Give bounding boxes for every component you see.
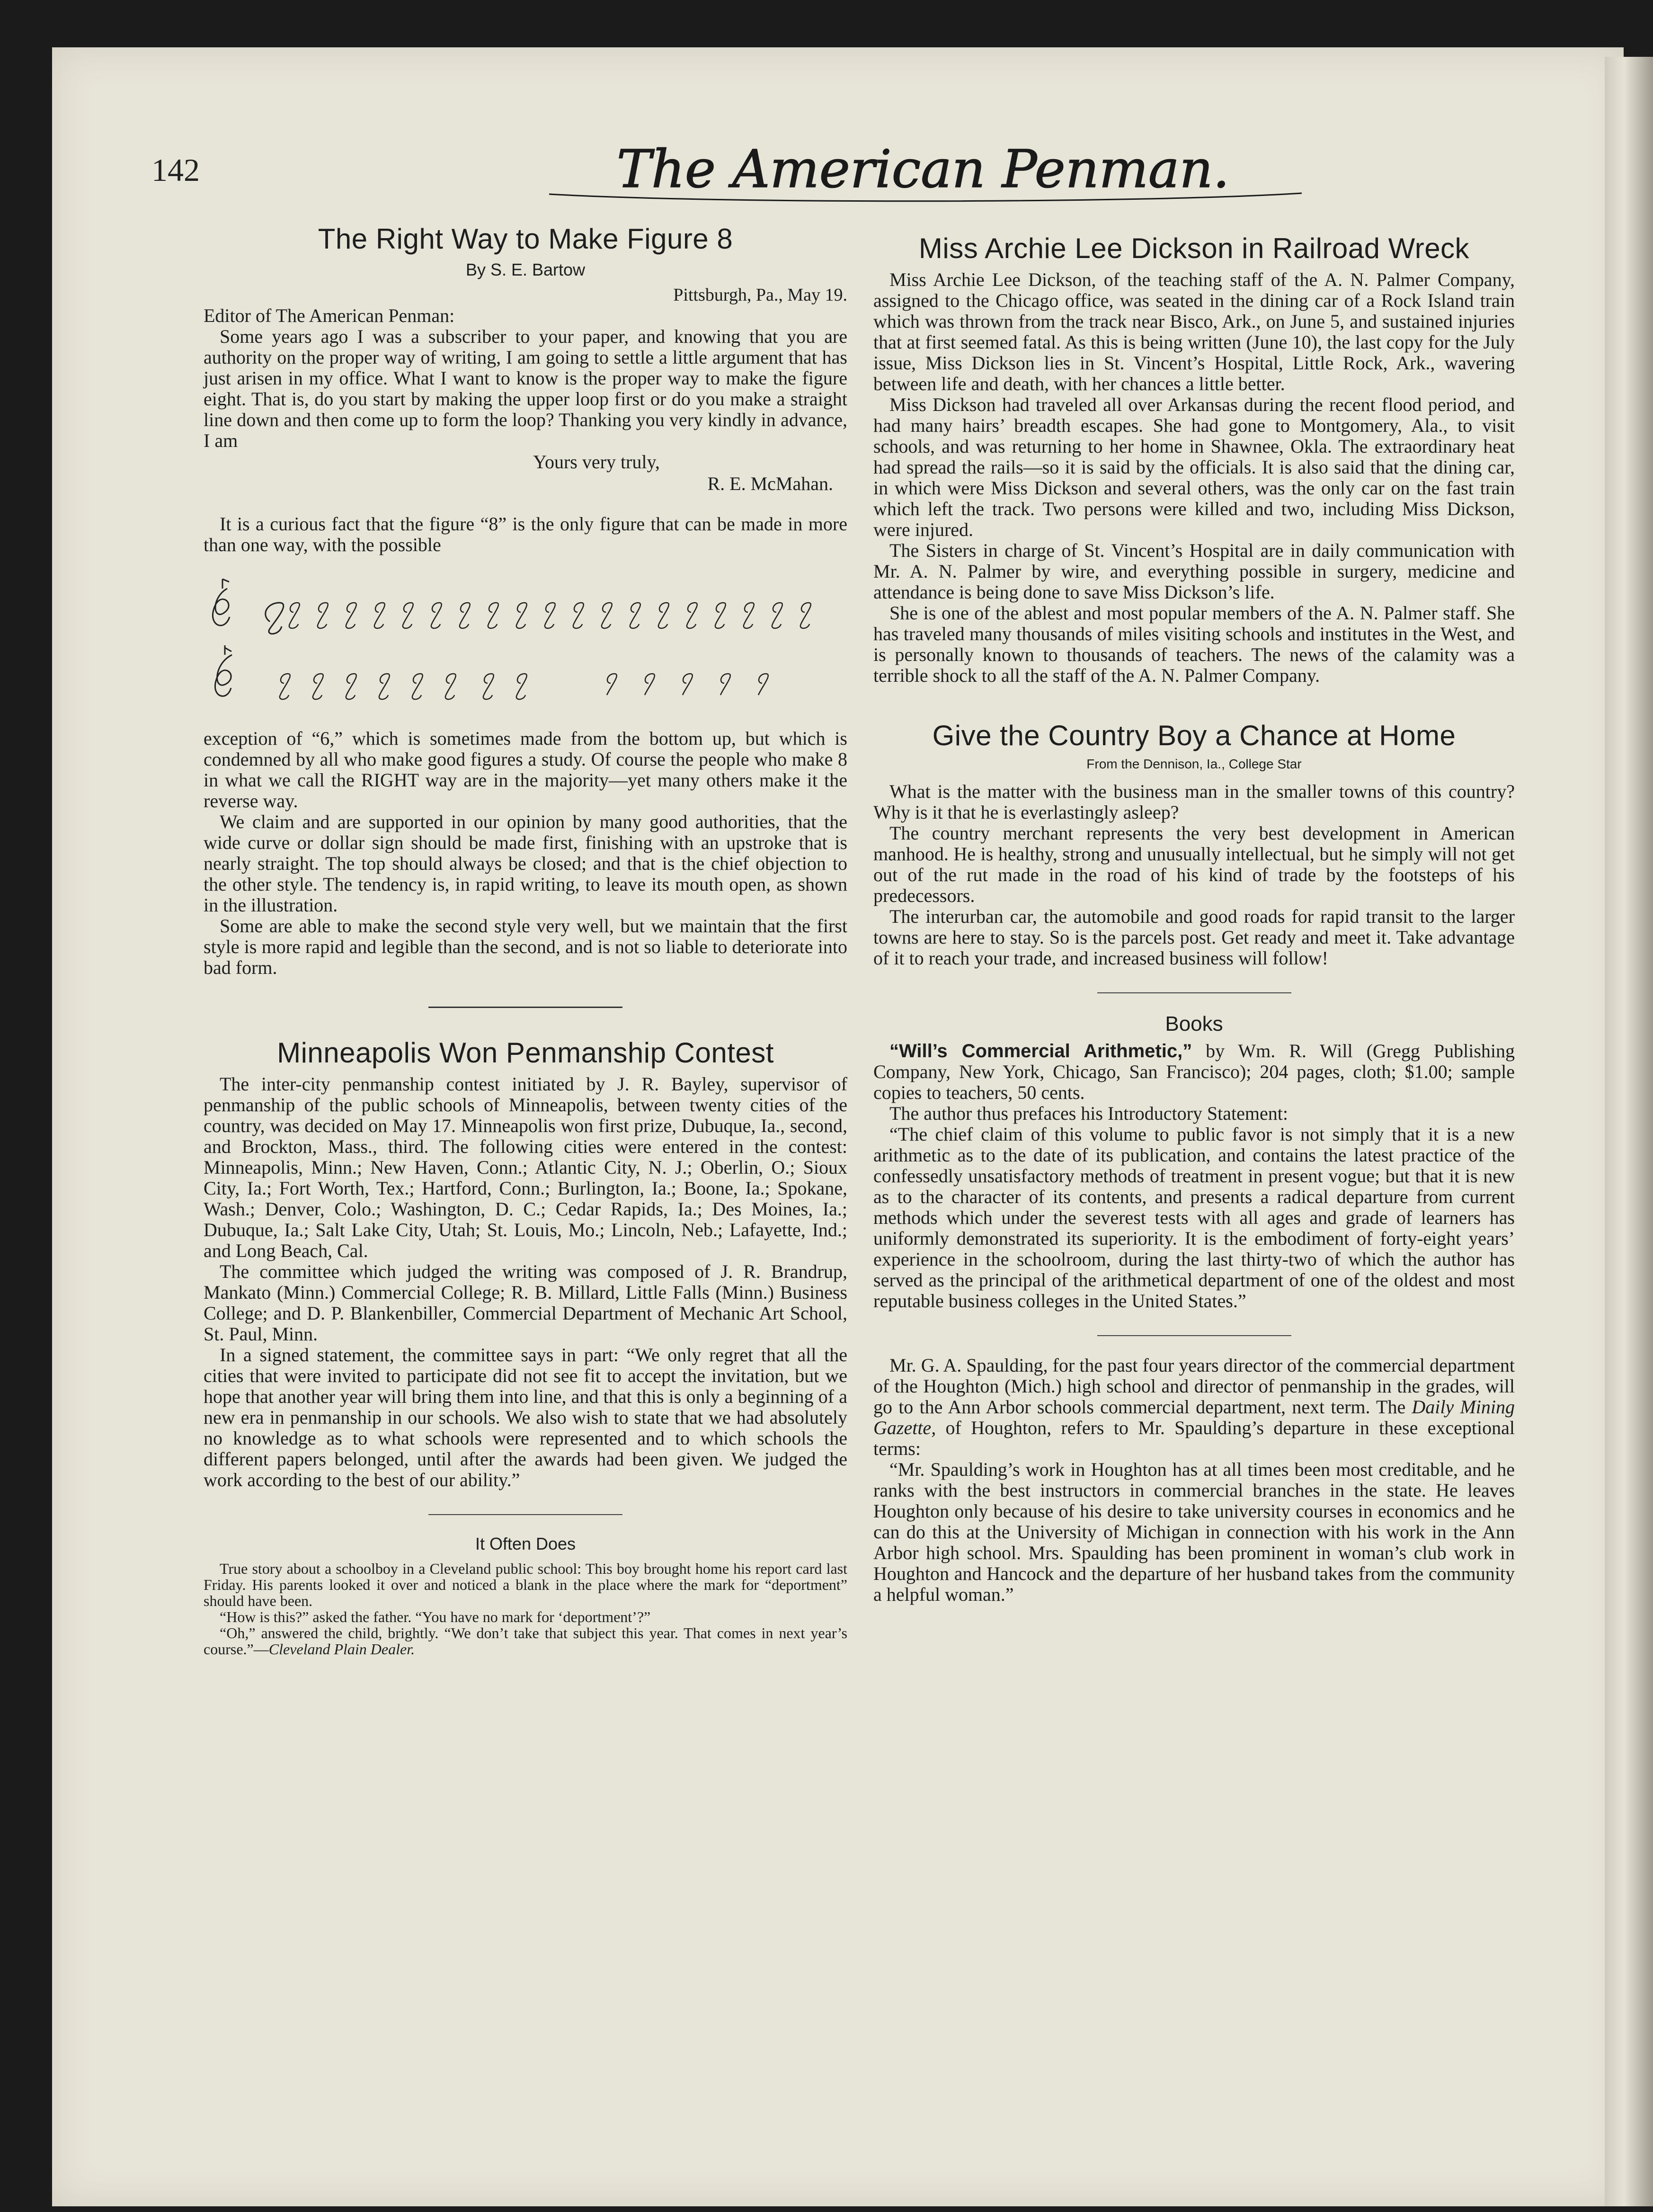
paragraph: True story about a schoolboy in a Cleveland public school: This boy brought home his report card last Friday. His parents looked it over and noticed a blank in the place where the mark for “deportment” should have been. [204,1560,847,1609]
article-source: From the Dennison, Ia., College Star [1086,757,1302,771]
paragraph: In a signed statement, the committee says in part: “We only regret that all the cities that were invited to participate did not see fit to accept the invitation, but we hope that another year will bring them into line, and that this is only a beginning of a new era in penmanship in our schools. We also wish to state that we had absolutely no knowledge as to what schools were represented and to which schools the different papers belonged, until after the awards had been given. We judged the work according to the best of our ability.” [204,1344,847,1490]
left-column [204,223,847,1657]
quote-text: “Oh,” answered the child, brightly. “We don’t take that subject this year. That comes in next year’s course.”— [204,1624,847,1658]
paragraph: “How is this?” asked the father. “You have no mark for ‘deportment’?” [220,1608,651,1625]
paragraph: The committee which judged the writing was composed of J. R. Brandrup, Mankato (Minn.) Commercial College; R. B. Millard, Little Falls (Minn.) Business College; and D. P. Blankenbiller, Commercial Department of Mechanic Art School, St. Paul, Minn. [204,1261,847,1345]
article-title-country-boy: Give the Country Boy a Chance at Home [932,720,1456,751]
byline: By S. E. Bartow [465,260,586,279]
article-title-dickson: Miss Archie Lee Dickson in Railroad Wreck [918,232,1470,264]
dateline: Pittsburgh, Pa., May 19. [673,285,847,305]
salutation: Editor of The American Penman: [204,305,455,326]
paragraph: Miss Archie Lee Dickson, of the teaching staff of the A. N. Palmer Company, assigned to the Chicago office, was seated in the dining car of a Rock Island train which was thrown from the track near Bisco, Ark., on June 5, and sustained injuries that at first seemed fatal. As this is being written (June 10), the last copy for the July issue, Miss Dickson lies in St. Vincent’s Hospital, Little Rock, Ark., wavering between life and death, with her chances a little better. [873,269,1515,394]
book-details: by Wm. R. Will (Gregg Publishing Company, New York, Chicago, San Francisco); 204 pages, cloth; $1.00; sample copies to teachers, 50 cents. [873,1040,1515,1103]
masthead-logo [521,137,1325,208]
paragraph: exception of “6,” which is sometimes made from the bottom up, but which is condemned by all who make good figures a study. Of course the people who make 8 in what we call the RIGHT way are in the majority—yet many others make it the reverse way. [204,728,847,812]
it-often-does-box [204,1534,847,1657]
article-title-figure-8: The Right Way to Make Figure 8 [318,223,733,255]
paragraph [204,1625,847,1657]
book-title: “Will’s Commercial Arithmetic,” [889,1041,1192,1061]
paragraph: We claim and are supported in our opinion by many good authorities, that the wide curve or dollar sign should be made first, finishing with an upstroke that is nearly straight. The top should always be closed; and that is the chief objection to the other style. The tendency is, in rapid writing, to leave its mouth open, as shown in the illustration. [204,811,847,916]
paragraph [873,1355,1515,1459]
article-title-it-often-does: It Often Does [475,1534,576,1553]
publication-name: Daily Mining Gazette, [873,1396,1515,1438]
source-citation: Cleveland Plain Dealer. [268,1641,415,1658]
section-divider [428,1514,622,1515]
paragraph: The country merchant represents the very best development in American manhood. He is healthy, strong and unusually intellectual, but he simply will not get out of the rut made in the road of his kind of trade by the footsteps of his predecessors. [873,822,1515,906]
letter-body: Some years ago I was a subscriber to your paper, and knowing that you are authority on the proper way of writing, I am going to settle a little argument that has just arisen in my office. What I want to know is the proper way to make the figure eight. That is, do you start by making the upper loop first or do you make a straight line down and then come up to form the loop? Thanking you very kindly in advance, I am [204,326,847,451]
letter-signature: R. E. McMahan. [707,473,833,494]
paragraph: The inter-city penmanship contest initiated by J. R. Bayley, supervisor of penmanship of the public schools of Minneapolis, between twenty cities of the country, was decided on May 17. Minneapolis won first prize, Dubuque, Ia., second, and Brockton, Mass., third. The following cities were entered in the contest: Minneapolis, Minn.; New Haven, Conn.; Atlantic City, N. J.; Oberlin, O.; Sioux City, Ia.; Fort Worth, Tex.; Hartford, Conn.; Burlington, Ia.; Boone, Ia.; Spokane, Wash.; Denver, Colo.; Washington, D. C.; Cedar Rapids, Ia.; Des Moines, Ia.; Dubuque, Ia.; Salt Lake City, Utah; St. Louis, Mo.; Lincoln, Neb.; Lafayette, Ind.; and Long Beach, Cal. [204,1073,847,1261]
letter-closing: Yours very truly, [533,451,660,473]
svg-text:The American Penman.: The American Penman. [616,139,1230,199]
text-run: of Houghton, refers to Mr. Spaulding’s departure in these exceptional terms: [873,1417,1515,1459]
page-header [151,137,1524,213]
paragraph: The Sisters in charge of St. Vincent’s Hospital are in daily communication with Mr. A. N. Palmer by wire, and everything possible in surgery, medicine and attendance is being done to save Miss Dickson’s life. [873,540,1515,603]
right-column [873,232,1515,1605]
section-divider [1097,1335,1291,1336]
figure-8-illustration [204,570,847,712]
next-page-edge [1605,57,1653,2206]
paragraph: Some are able to make the second style very well, but we maintain that the first style is more rapid and legible than the second, and is not so liable to deteriorate into bad form. [204,915,847,978]
page-number: 142 [151,152,200,188]
section-divider [1097,992,1291,993]
text-run: Mr. G. A. Spaulding, for the past four years director of the commercial department of the Houghton (Mich.) high school and director of penmanship in the grades, will go to the Ann Arbor schools commercial department, next term. The [873,1355,1515,1418]
paragraph: “Mr. Spaulding’s work in Houghton has at all times been most creditable, and he ranks with the best instructors in commercial branches in the state. He leaves Houghton only because of his desire to take university courses in economics and he can do this at the University of Michigan in connection with his work in the Ann Arbor high school. Mrs. Spaulding has been prominent in woman’s club work in Houghton and Hancock and the departure of her husband takes from the community a helpful woman.” [873,1459,1515,1605]
paragraph: Miss Dickson had traveled all over Arkansas during the recent flood period, and had many hairs’ breadth escapes. She had gone to Montgomery, Ala., to visit schools, and was returning to her home in Shawnee, Okla. The extraordinary heat had spread the rails—so it is said by the officials. It is also said that the dining car, in which were Miss Dickson and several others, was the only car on the fast train which left the track. Two persons were killed and two, including Miss Dickson, were injured. [873,394,1515,540]
paragraph: It is a curious fact that the figure “8” is the only figure that can be made in more than one way, with the possible [204,513,847,555]
books-heading: Books [1165,1012,1223,1035]
paragraph [873,1041,1515,1103]
article-title-minneapolis: Minneapolis Won Penmanship Contest [277,1037,774,1069]
section-divider [428,1007,622,1008]
paragraph: “The chief claim of this volume to public favor is not simply that it is a new arithmetic as to the date of its publication, and contains the latest practice of the confessedly unsatisfactory methods of treatment in present vogue; but that it is new as to the character of its contents, and presents a radical departure from current methods which under the severest tests with all ages and grade of learners has uniformly demonstrated its superiority. It is the embodiment of forty-eight years’ experience in the schoolroom, during the last thirty-two of which the author has served as the principal of the arithmetical department of one of the oldest and most reputable business colleges in the United States.” [873,1124,1515,1311]
paragraph: The author thus prefaces his Introductory Statement: [889,1103,1288,1124]
paragraph: The interurban car, the automobile and good roads for rapid transit to the larger towns are here to stay. So is the parcels post. Get ready and meet it. Take advantage of it to reach your trade, and increased business will follow! [873,906,1515,969]
paragraph: What is the matter with the business man in the smaller towns of this country? Why is it that he is everlastingly asleep? [873,781,1515,823]
paragraph: She is one of the ablest and most popular members of the A. N. Palmer staff. She has traveled many thousands of miles visiting schools and institutes in the West, and is personally known to thousands of teachers. The news of the calamity was a terrible shock to all the staff of the A. N. Palmer Company. [873,602,1515,686]
